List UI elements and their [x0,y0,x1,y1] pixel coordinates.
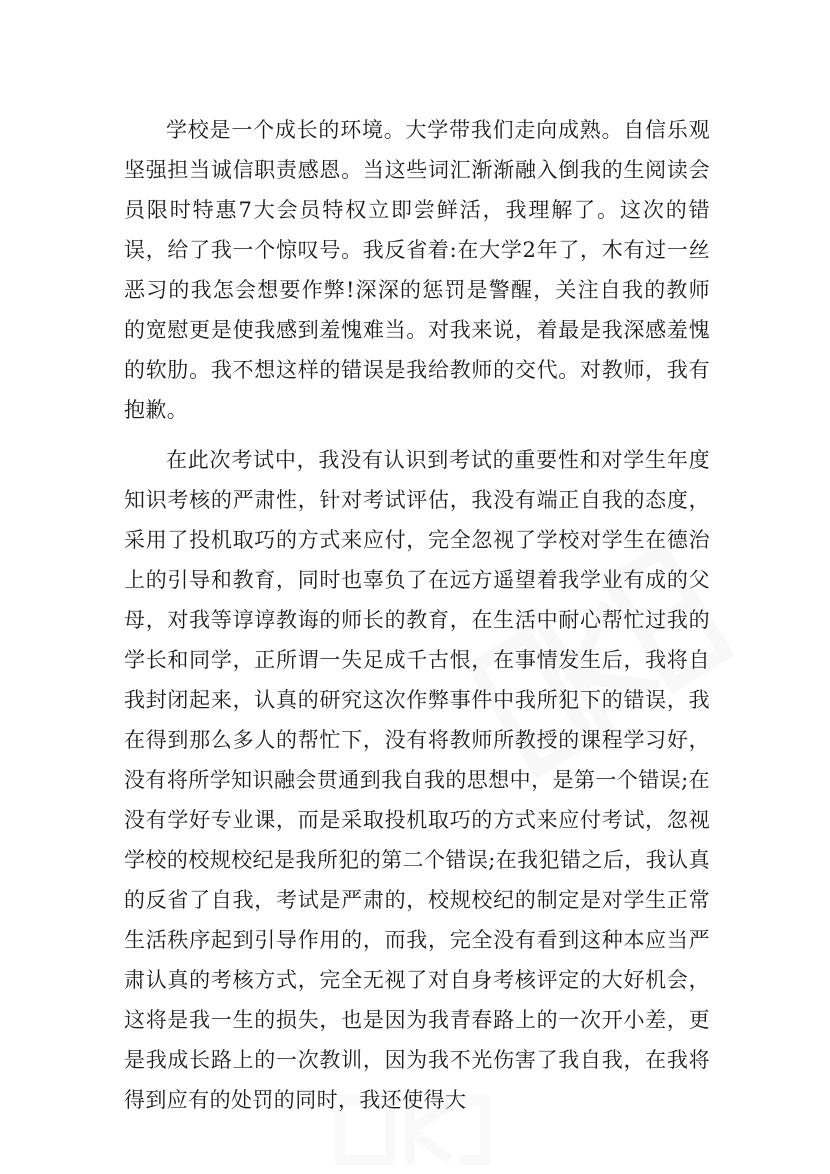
paragraph-2: 在此次考试中，我没有认识到考试的重要性和对学生年度知识考核的严肃性，针对考试评估，我没有端正自我的态度，采用了投机取巧的方式来应付，完全忽视了学校对学生在德治上的引导和教育，同时也辜负了在远方遥望着我学业有成的父母，对我等谆谆教诲的师长的教育，在生活中耐心帮忙过我的学长和同学，正所谓一失足成千古恨，在事情发生后，我将自我封闭起来，认真的研究这次作弊事件中我所犯下的错误，我在得到那么多人的帮忙下，没有将教师所教授的课程学习好，没有将所学知识融会贯通到我自我的思想中，是第一个错误;在没有学好专业课，而是采取投机取巧的方式来应付考试，忽视学校的校规校纪是我所犯的第二个错误;在我犯错之后，我认真的反省了自我，考试是严肃的，校规校纪的制定是对学生正常生活秩序起到引导作用的，而我，完全没有看到这种本应当严肃认真的考核方式，完全无视了对自身考核评定的大好机会，这将是我一生的损失，也是因为我青春路上的一次开小差，更是我成长路上的一次教训，因为我不光伤害了我自我，在我将得到应有的处罚的同时，我还使得大 [124,448,710,1112]
paragraph-1: 学校是一个成长的环境。大学带我们走向成熟。自信乐观坚强担当诚信职责感恩。当这些词汇渐渐融入倒我的生阅读会员限时特惠7大会员特权立即尝鲜活，我理解了。这次的错误，给了我一个惊叹号。我反省着:在大学2年了，木有过一丝恶习的我怎会想要作弊!深深的惩罚是警醒，关注自我的教师的宽慰更是使我感到羞愧难当。对我来说，着最是我深感羞愧的软肋。我不想这样的错误是我给教师的交代。对教师，我有抱歉。 [124,118,710,422]
document-body [124,110,710,1120]
